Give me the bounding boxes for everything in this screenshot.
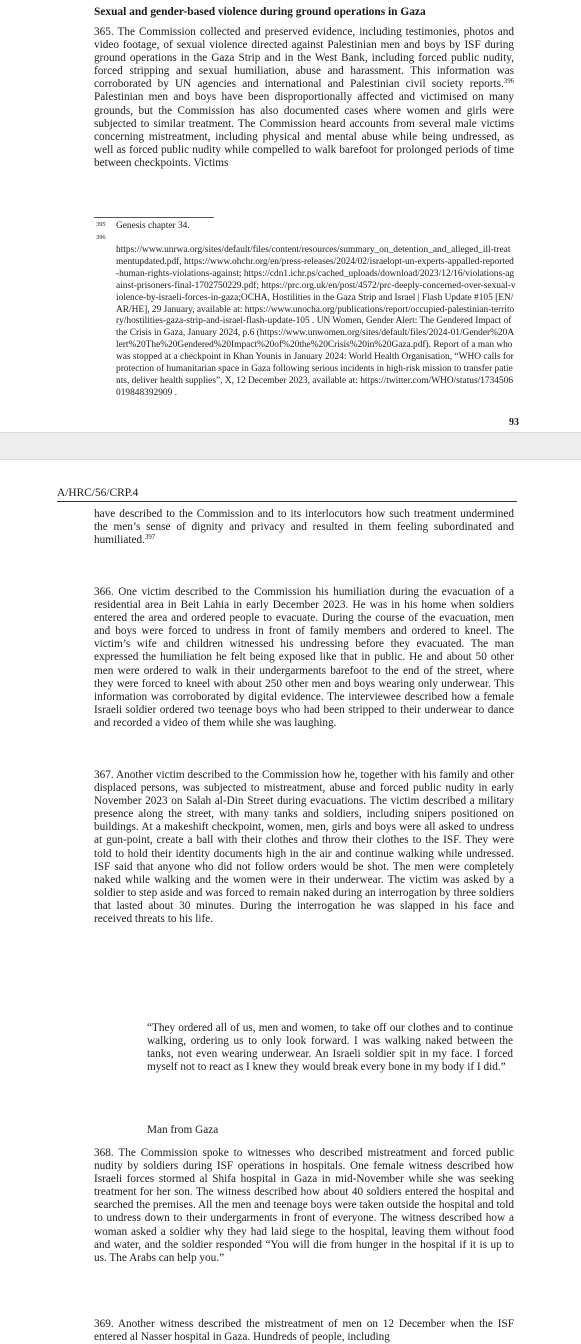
footnote-396-text[interactable]: https://www.unrwa.org/sites/default/files/content/resources/summary_on_detention_and_alleged_ill-treatmentupdated.pdf, https://www.ohchr.org/en/press-releases/2024/02/israelopt-un-experts-appalled-reported-human-rights-violations-against; https://cdn1.ichr.ps/cached_uploads/download/2023/12/16/violations-against-prisoners-final-1702750229.pdf; https://prc.org.uk/en/post/4572/prc-deeply-concerned-over-sexual-violence-by-israeli-forces-in-gaza;OCHA, Hostilities in the Gaza Strip and Israel | Flash Update #105 [EN/AR/HE], 29 January, available at: https://www.unocha.org/publications/report/occupied-palestinian-territory/hostilities-gaza-strip-and-israel-flash-update-105 . UN Women, Gender Alert: The Gendered Impact of the Crisis in Gaza, January 2024, p.6 (https://www.unwomen.org/sites/default/files/2024-01/Gender%20Alert%20The%20Gendered%20Impact%20of%20the%20Crisis%20in%20Gaza.pdf). Report of a man who was stopped at a checkpoint in Khan Younis in January 2024: World Health Organisation, “WHO calls for protection of humanitarian space in Gaza following serious incidents in high-risk mission to transfer patients, deliver health supplies”, X, 12 December 2023, available at: https://twitter.com/WHO/status/1734506019848392909 . [116, 245, 516, 398]
paragraph-continuation [94, 508, 514, 547]
footnote-number-395: 395 [96, 221, 106, 228]
document-page-94 [0, 460, 581, 1344]
page-separator [0, 432, 581, 460]
paragraph-365-text-cont: Palestinian men and boys have been disproportionally affected and victimised on many grounds, but the Commission has also documented cases where women and girls were subjected to similar treatment. The Commission heard accounts from several male victims concerning mistreatment, including physical and mental abuse while being undressed, as well as forced public nudity while compelled to walk barefoot for prolonged periods of time between checkpoints. Victims [94, 91, 514, 169]
paragraph-366: 366. One victim described to the Commission his humiliation during the evacuation of a residential area in Beit Lahia in early December 2023. He was in his home when soldiers entered the area and ordered people to evacuate. During the course of the evacuation, men and boys were forced to undress in front of family members and ordered to kneel. The victim’s wife and children witnessed his undressing before they evacuated. The man expressed the humiliation he felt being exposed like that in public. He and about 50 other men were ordered to walk in their undergarments barefoot to the end of the street, where they were forced to kneel with about 250 other men and boys wearing only underwear. This information was corroborated by digital evidence. The interviewee described how a female Israeli soldier ordered two teenage boys who had been stripped to their underwear to dance and recorded a video of them while she was laughing. [94, 586, 514, 729]
footnote-separator [94, 217, 214, 218]
page-number: 93 [509, 417, 519, 428]
footnote-395-text: Genesis chapter 34. [116, 221, 190, 231]
footnote-ref-396[interactable]: 396 [503, 78, 514, 86]
document-symbol: A/HRC/56/CRP.4 [57, 487, 139, 499]
footnote-number-396: 396 [96, 234, 106, 241]
paragraph-367: 367. Another victim described to the Commission how he, together with his family and other displaced persons, was subjected to mistreatment, abuse and forced public nudity in early November 2023 on Salah al-Din Street during evacuations. The victim described a military presence along the street, with many tanks and soldiers, including snipers positioned on buildings. At a makeshift checkpoint, women, men, girls and boys were all asked to undress at gun-point, create a ball with their clothes and throw their clothes to the ISF. They were told to hold their identity documents high in the air and continue walking while undressed. ISF said that anyone who did not follow orders would be shot. The men were completely naked while walking and the women were in their underwear. The victim was asked by a soldier to step aside and was forced to remain naked during an interrogation by three soldiers that lasted about 30 minutes. During the interrogation he was slapped in his face and received threats to his life. [94, 769, 514, 926]
quote-attribution: Man from Gaza [147, 1124, 219, 1136]
paragraph-369: 369. Another witness described the mistreatment of men on 12 December when the ISF entered al Nasser hospital in Gaza. Hundreds of people, including [94, 1318, 514, 1344]
footnote-ref-397[interactable]: 397 [144, 534, 156, 542]
document-page-93 [0, 0, 581, 432]
block-quote: “They ordered all of us, men and women, to take off our clothes and to continue walking, ordering us to only look forward. I was walking naked between the tanks, not even wearing underwear. An Israeli soldier spit in my face. I forced myself not to react as I knew they would break every bone in my body if I did.” [147, 1022, 513, 1074]
paragraph-365-text: 365. The Commission collected and preserved evidence, including testimonies, photos and video footage, of sexual violence directed against Palestinian men and boys by ISF during ground operations in the Gaza Strip and in the West Bank, including forced public nudity, forced stripping and sexual humiliation, abuse and harassment. This information was corroborated by UN agencies and international and Palestinian civil society reports. [94, 26, 514, 91]
header-rule [57, 501, 517, 502]
paragraph-365 [94, 26, 514, 170]
section-heading: Sexual and gender-based violence during ground operations in Gaza [94, 6, 426, 18]
continuation-text: have described to the Commission and to its interlocutors how such treatment undermined the men’s sense of dignity and privacy and resulted in them feeling subordinated and humiliated. [94, 508, 514, 547]
paragraph-368: 368. The Commission spoke to witnesses who described mistreatment and forced public nudity by soldiers during ISF operations in hospitals. One female witness described how Israeli forces stormed al Shifa hospital in Gaza in mid-November while she was seeking treatment for her son. The witness described how about 40 soldiers entered the hospital and searched the premises. All the men and teenage boys were taken outside the hospital and told to undress down to their undergarments in front of everyone. The witness described how a woman asked a soldier why they had laid siege to the hospital, leaving them without food and water, and the soldier responded “You will die from hunger in the hospital if it is up to us. The Arabs can help you.” [94, 1147, 514, 1264]
